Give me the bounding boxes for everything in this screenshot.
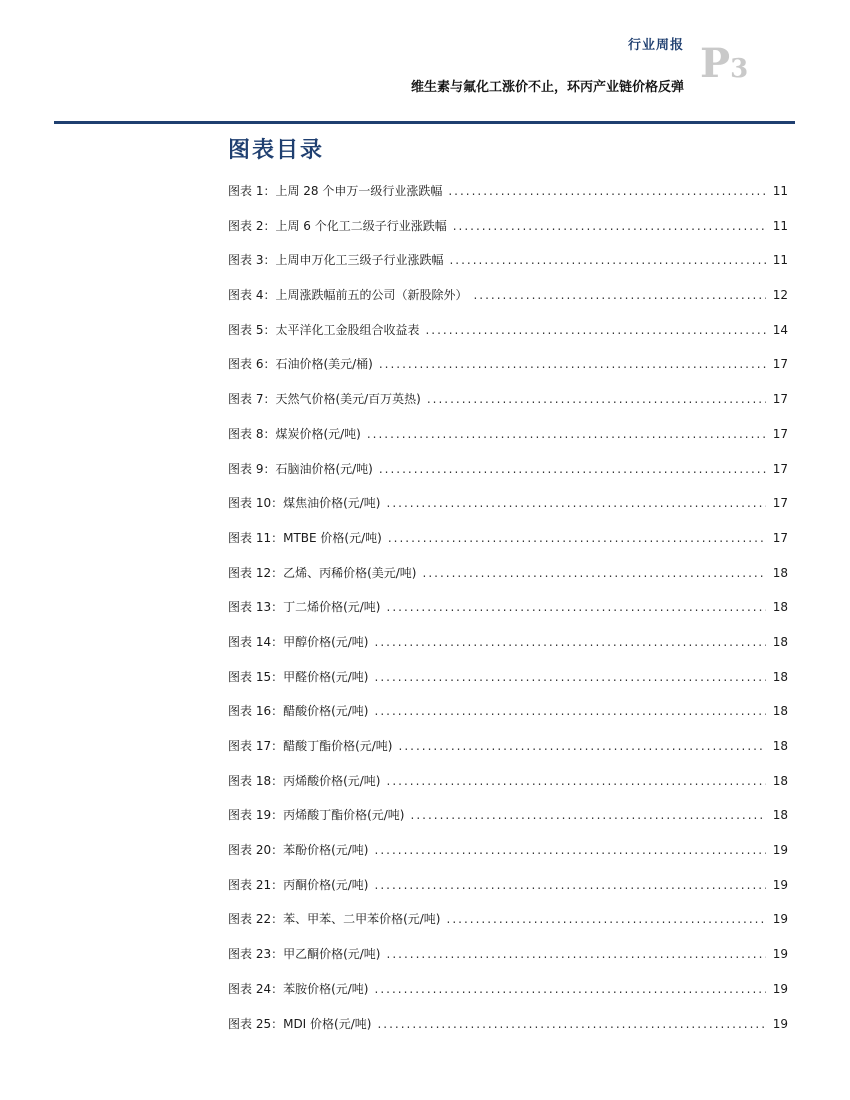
toc-entry[interactable] bbox=[228, 902, 788, 937]
toc-entry-page: 19 bbox=[772, 843, 788, 858]
toc-entry-label: 图表 4：上周涨跌幅前五的公司（新股除外） bbox=[228, 288, 468, 303]
toc-entry-page: 17 bbox=[772, 496, 788, 511]
toc-leader-dots bbox=[423, 556, 767, 591]
toc-entry-label: 图表 14：甲醇价格(元/吨) bbox=[228, 634, 369, 649]
toc-entry[interactable] bbox=[228, 937, 788, 972]
toc-entry-page: 19 bbox=[772, 877, 788, 892]
toc-entry[interactable] bbox=[228, 590, 788, 625]
toc-entry-label: 图表 19：丙烯酸丁酯价格(元/吨) bbox=[228, 808, 405, 823]
toc-leader-dots bbox=[379, 347, 766, 382]
toc-entry-page: 17 bbox=[772, 530, 788, 545]
toc-leader-dots bbox=[387, 937, 767, 972]
toc-leader-dots bbox=[377, 1007, 766, 1042]
toc-entry[interactable] bbox=[228, 278, 788, 313]
toc-entry[interactable] bbox=[228, 1007, 788, 1042]
toc-entry-label: 图表 5：太平洋化工金股组合收益表 bbox=[228, 322, 420, 337]
toc-leader-dots bbox=[375, 694, 767, 729]
toc-leader-dots bbox=[387, 590, 767, 625]
toc-entry[interactable] bbox=[228, 243, 788, 278]
toc-leader-dots bbox=[425, 313, 766, 348]
toc-entry-page: 17 bbox=[772, 357, 788, 372]
toc-entry[interactable] bbox=[228, 556, 788, 591]
toc-entry-page: 11 bbox=[772, 253, 788, 268]
toc-leader-dots bbox=[388, 521, 766, 556]
toc-list bbox=[228, 174, 788, 1041]
toc-entry-page: 17 bbox=[772, 392, 788, 407]
toc-entry-page: 19 bbox=[772, 981, 788, 996]
toc-entry[interactable] bbox=[228, 764, 788, 799]
toc-entry[interactable] bbox=[228, 452, 788, 487]
toc-entry-page: 19 bbox=[772, 947, 788, 962]
toc-entry[interactable] bbox=[228, 313, 788, 348]
toc-entry-page: 12 bbox=[772, 288, 788, 303]
toc-leader-dots bbox=[387, 486, 767, 521]
toc-entry[interactable] bbox=[228, 972, 788, 1007]
toc-entry[interactable] bbox=[228, 625, 788, 660]
toc-entry[interactable] bbox=[228, 729, 788, 764]
toc-entry-label: 图表 9：石脑油价格(元/吨) bbox=[228, 461, 373, 476]
toc-leader-dots bbox=[375, 972, 767, 1007]
header-divider bbox=[54, 121, 795, 124]
toc-leader-dots bbox=[375, 660, 767, 695]
toc-entry-label: 图表 12：乙烯、丙稀价格(美元/吨) bbox=[228, 565, 417, 580]
toc-entry[interactable] bbox=[228, 833, 788, 868]
toc-leader-dots bbox=[375, 868, 767, 903]
toc-entry-page: 18 bbox=[772, 773, 788, 788]
toc-entry-label: 图表 20：苯酚价格(元/吨) bbox=[228, 843, 369, 858]
toc-entry-page: 19 bbox=[772, 1016, 788, 1031]
toc-entry[interactable] bbox=[228, 798, 788, 833]
toc-entry-page: 18 bbox=[772, 739, 788, 753]
toc-leader-dots bbox=[449, 243, 766, 278]
toc-leader-dots bbox=[427, 382, 766, 417]
toc-entry-label: 图表 10：煤焦油价格(元/吨) bbox=[228, 496, 381, 511]
toc-entry[interactable] bbox=[228, 660, 788, 695]
toc-entry[interactable] bbox=[228, 521, 788, 556]
toc-leader-dots bbox=[375, 833, 767, 868]
toc-entry-label: 图表 6：石油价格(美元/桶) bbox=[228, 357, 373, 372]
toc-leader-dots bbox=[387, 764, 767, 799]
toc-entry-page: 19 bbox=[772, 912, 788, 927]
page-number-mark bbox=[700, 40, 748, 87]
toc-leader-dots bbox=[447, 902, 767, 937]
toc-entry-page: 18 bbox=[772, 634, 788, 649]
toc-entry-page: 18 bbox=[772, 600, 788, 615]
toc-entry-label: 图表 3：上周申万化工三级子行业涨跌幅 bbox=[228, 253, 444, 268]
toc-entry[interactable] bbox=[228, 486, 788, 521]
toc-leader-dots bbox=[411, 798, 767, 833]
page-letter: P bbox=[700, 40, 731, 87]
toc-entry-label: 图表 1：上周 28 个申万一级行业涨跌幅 bbox=[228, 184, 443, 198]
toc-entry-label: 图表 15：甲醛价格(元/吨) bbox=[228, 669, 369, 684]
toc-entry-label: 图表 18：丙烯酸价格(元/吨) bbox=[228, 773, 381, 788]
toc-entry-label: 图表 16：醋酸价格(元/吨) bbox=[228, 704, 369, 719]
toc-entry-page: 18 bbox=[772, 704, 788, 719]
toc-entry-label: 图表 7：天然气价格(美元/百万英热) bbox=[228, 392, 421, 407]
toc-entry-page: 18 bbox=[772, 808, 788, 823]
toc-leader-dots bbox=[379, 452, 766, 487]
page-number: 3 bbox=[730, 54, 749, 84]
toc-leader-dots bbox=[399, 729, 767, 764]
toc-entry-label: 图表 8：煤炭价格(元/吨) bbox=[228, 426, 361, 441]
toc-entry-page: 14 bbox=[772, 322, 788, 337]
toc-entry-page: 17 bbox=[772, 461, 788, 476]
toc-entry-label: 图表 25：MDI 价格(元/吨) bbox=[228, 1016, 372, 1031]
toc-leader-dots bbox=[448, 174, 766, 209]
toc-entry[interactable] bbox=[228, 694, 788, 729]
toc-title: 图表目录 bbox=[228, 138, 325, 163]
report-category: 行业周报 bbox=[627, 38, 684, 53]
toc-entry-label: 图表 13：丁二烯价格(元/吨) bbox=[228, 600, 381, 615]
toc-leader-dots bbox=[453, 209, 766, 244]
toc-leader-dots bbox=[473, 278, 766, 313]
toc-entry-label: 图表 17：醋酸丁酯价格(元/吨) bbox=[228, 739, 393, 753]
toc-entry-page: 11 bbox=[772, 184, 788, 198]
toc-entry-label: 图表 21：丙酮价格(元/吨) bbox=[228, 877, 369, 892]
toc-entry[interactable] bbox=[228, 868, 788, 903]
toc-entry-label: 图表 11：MTBE 价格(元/吨) bbox=[228, 530, 382, 545]
toc-leader-dots bbox=[367, 417, 766, 452]
toc-entry-label: 图表 22：苯、甲苯、二甲苯价格(元/吨) bbox=[228, 912, 441, 927]
toc-entry-page: 18 bbox=[772, 669, 788, 684]
toc-entry-page: 17 bbox=[772, 426, 788, 441]
toc-entry[interactable] bbox=[228, 417, 788, 452]
toc-entry-label: 图表 2：上周 6 个化工二级子行业涨跌幅 bbox=[228, 218, 447, 233]
toc-leader-dots bbox=[375, 625, 767, 660]
toc-entry[interactable] bbox=[228, 174, 788, 209]
toc-entry-label: 图表 24：苯胺价格(元/吨) bbox=[228, 981, 369, 996]
toc-entry-page: 18 bbox=[772, 565, 788, 580]
toc-entry-label: 图表 23：甲乙酮价格(元/吨) bbox=[228, 947, 381, 962]
toc-entry[interactable] bbox=[228, 382, 788, 417]
toc-entry-page: 11 bbox=[772, 218, 788, 233]
report-subtitle: 维生素与氟化工涨价不止，环丙产业链价格反弹 bbox=[410, 80, 684, 95]
toc-entry[interactable] bbox=[228, 347, 788, 382]
toc-entry[interactable] bbox=[228, 209, 788, 244]
